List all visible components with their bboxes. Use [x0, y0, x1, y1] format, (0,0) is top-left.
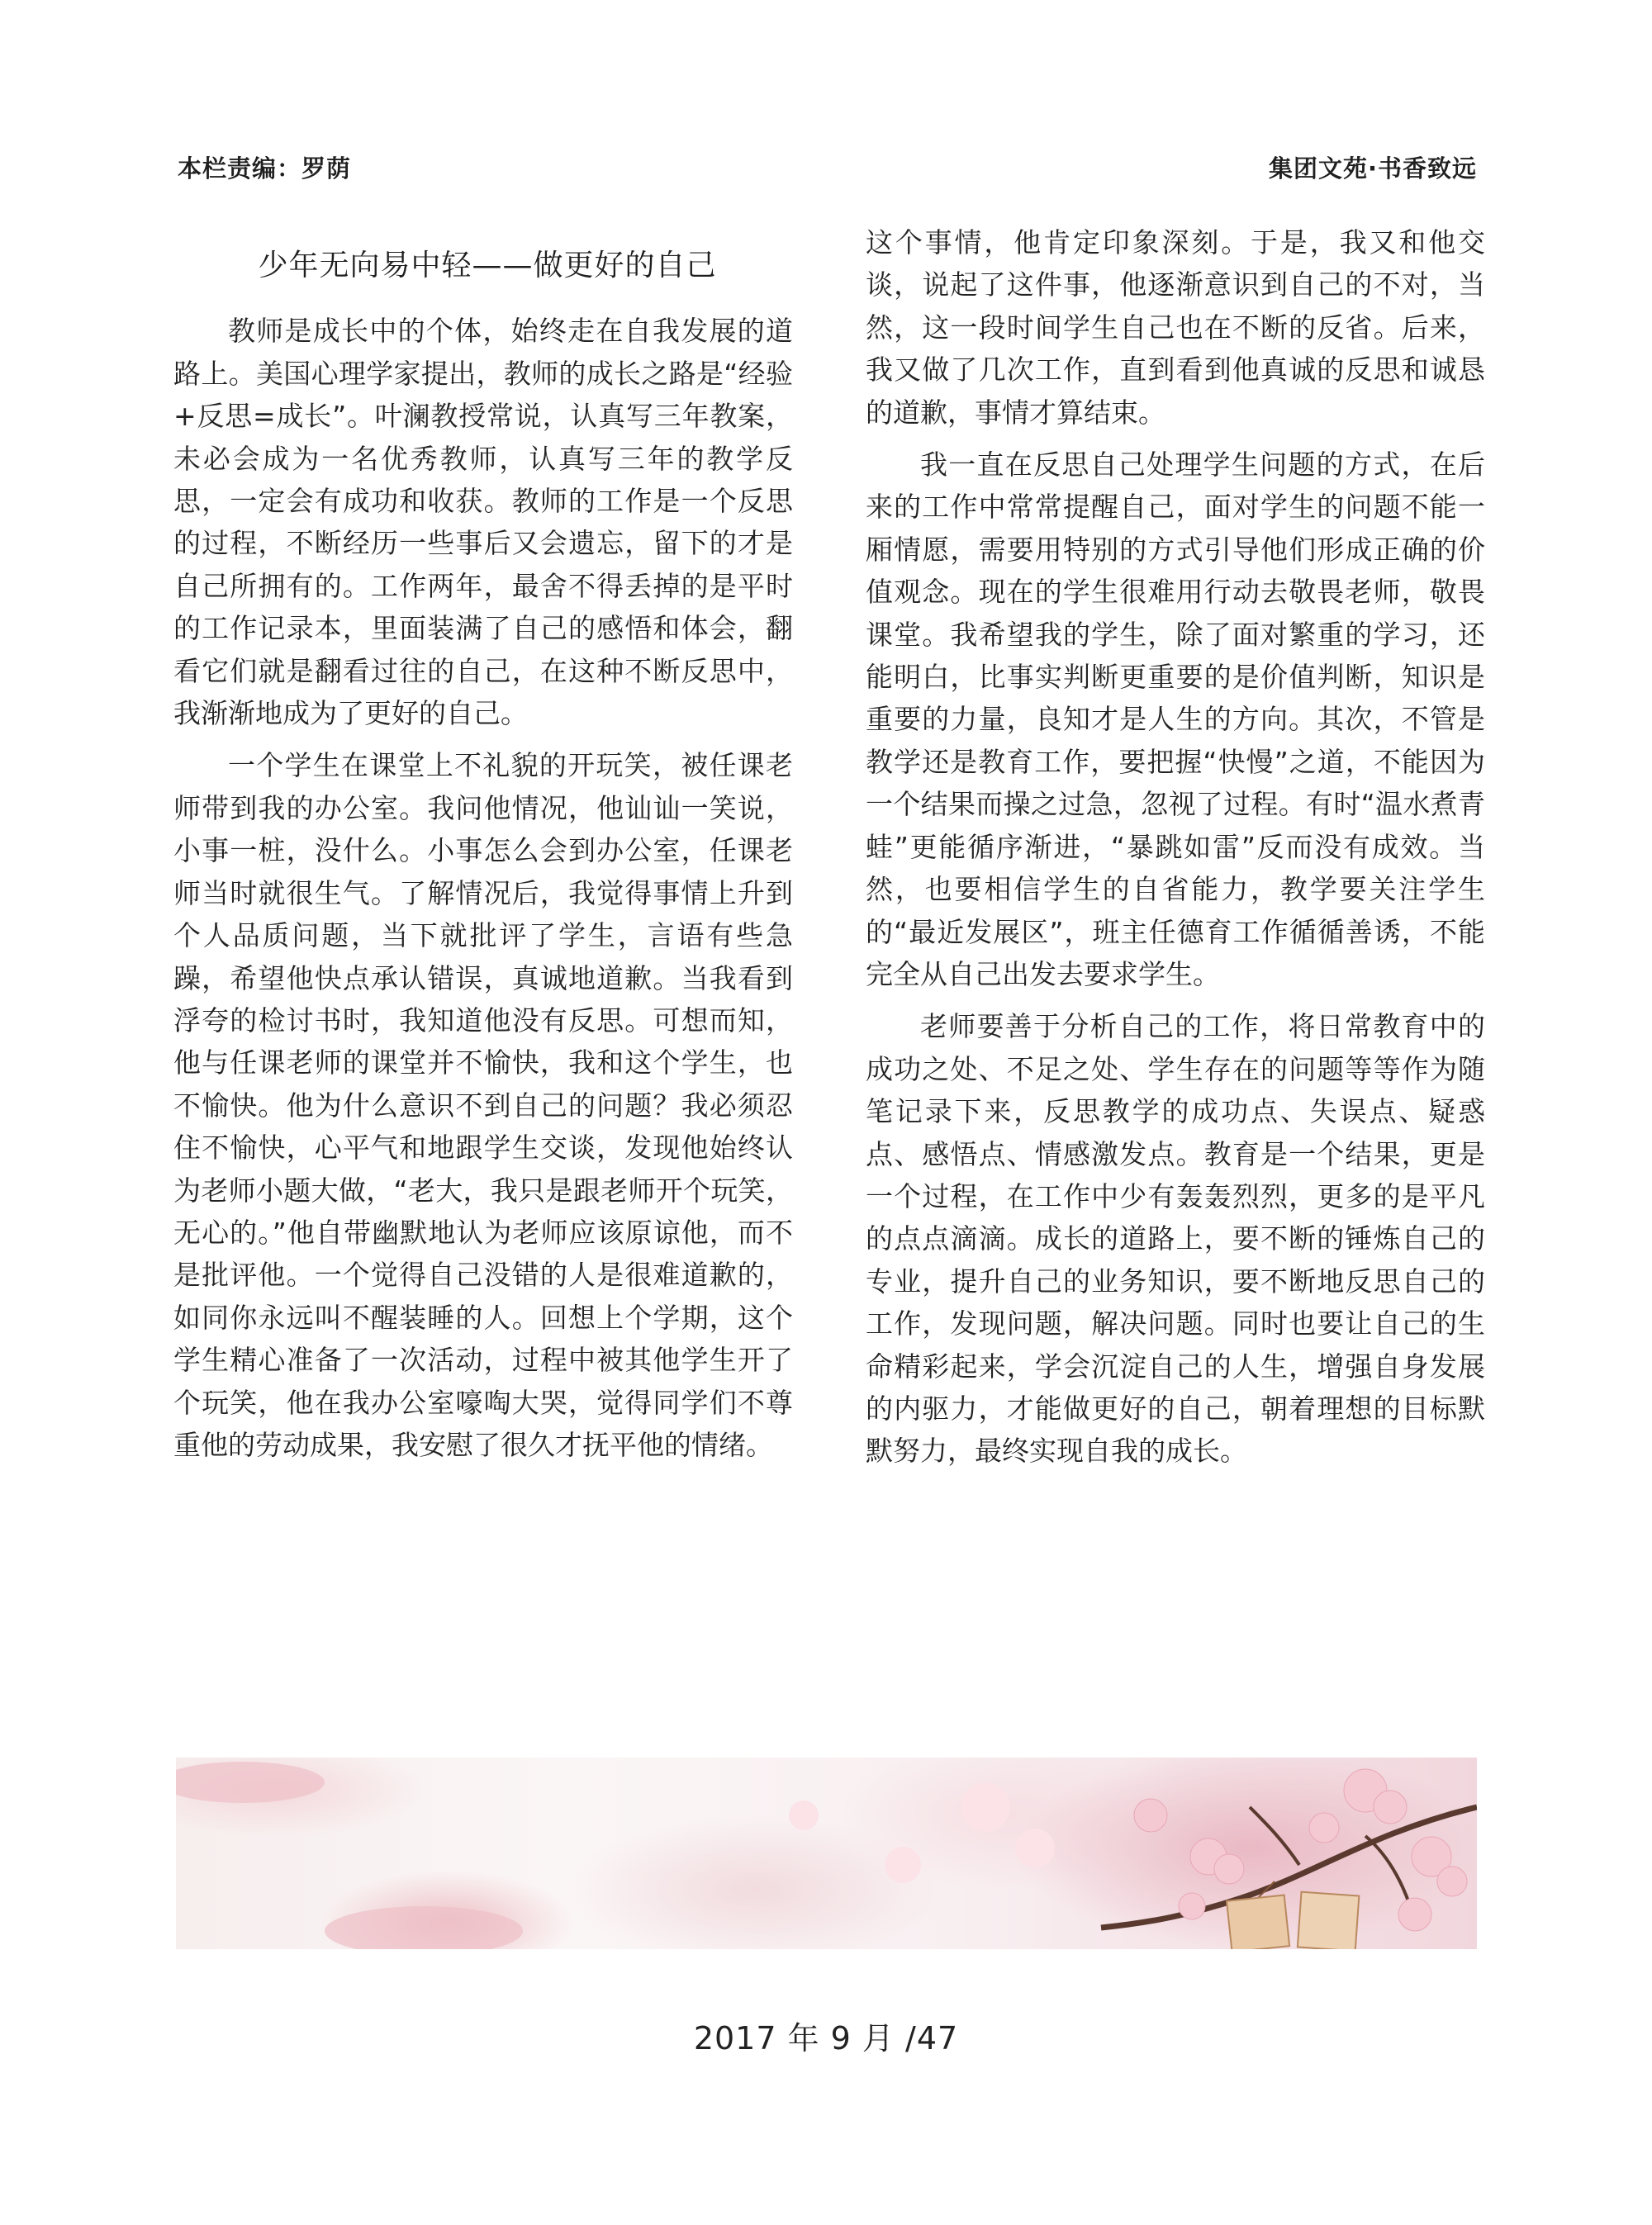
- column-editor: 本栏责编：罗荫: [178, 154, 352, 183]
- blossom-illustration: [176, 1758, 1477, 1949]
- article-left-column: [173, 221, 793, 1476]
- paragraph-continuation: 这个事情，他肯定印象深刻。于是，我又和他交谈，说起了这件事，他逐渐意识到自己的不对，当然，这一段时间学生自己也在不断的反省。后来，我又做了几次工作，直到看到他真诚的反思和诚恳的道歉，事情才算结束。: [866, 226, 1485, 429]
- article-right-column: [866, 221, 1485, 1483]
- paragraph: 一个学生在课堂上不礼貌的开玩笑，被任课老师带到我的办公室。我问他情况，他讪讪一笑说，小事一桩，没什么。小事怎么会到办公室，任课老师当时就很生气。了解情况后，我觉得事情上升到个人品质问题，当下就批评了学生，言语有些急躁，希望他快点承认错误，真诚地道歉。当我看到浮夸的检讨书时，我知道他没有反思。可想而知，他与任课老师的课堂并不愉快，我和这个学生，也不愉快。他为什么意识不到自己的问题？我必须忍住不愉快，心平气和地跟学生交谈，发现他始终认为老师小题大做，“老大，我只是跟老师开个玩笑，无心的。”他自带幽默地认为老师应该原谅他，而不是批评他。一个觉得自己没错的人是很难道歉的，如同你永远叫不醒装睡的人。回想上个学期，这个学生精心准备了一次活动，过程中被其他学生开了个玩笑，他在我办公室嚎啕大哭，觉得同学们不尊重他的劳动成果，我安慰了很久才抚平他的情绪。: [173, 749, 793, 1461]
- section-name: 集团文苑·书香致远: [1268, 154, 1477, 183]
- page-footer: 2017 年 9 月 /47: [693, 2020, 959, 2057]
- article-title: 少年无向易中轻——做更好的自己: [258, 249, 717, 282]
- paragraph: 我一直在反思自己处理学生问题的方式，在后来的工作中常常提醒自己，面对学生的问题不能一厢情愿，需要用特别的方式引导他们形成正确的价值观念。现在的学生很难用行动去敬畏老师，敬畏课堂。我希望我的学生，除了面对繁重的学习，还能明白，比事实判断更重要的是价值判断，知识是重要的力量，良知才是人生的方向。其次，不管是教学还是教育工作，要把握“快慢”之道，不能因为一个结果而操之过急，忽视了过程。有时“温水煮青蛙”更能循序渐进，“暴跳如雷”反而没有成效。当然，也要相信学生的自省能力，教学要关注学生的“最近发展区”，班主任德育工作循循善诱，不能完全从自己出发去要求学生。: [866, 448, 1485, 990]
- cherry-blossom-image: [176, 1758, 1477, 1949]
- paragraph: 老师要善于分析自己的工作，将日常教育中的成功之处、不足之处、学生存在的问题等等作为随笔记录下来，反思教学的成功点、失误点、疑惑点、感悟点、情感激发点。教育是一个结果，更是一个过程，在工作中少有轰轰烈烈，更多的是平凡的点点滴滴。成长的道路上，要不断的锤炼自己的专业，提升自己的业务知识，要不断地反思自己的工作，发现问题，解决问题。同时也要让自己的生命精彩起来，学会沉淀自己的人生，增强自身发展的内驱力，才能做更好的自己，朝着理想的目标默默努力，最终实现自我的成长。: [866, 1010, 1485, 1468]
- paragraph: 教师是成长中的个体，始终走在自我发展的道路上。美国心理学家提出，教师的成长之路是“经验+反思=成长”。叶澜教授常说，认真写三年教案，未必会成为一名优秀教师，认真写三年的教学反思，一定会有成功和收获。教师的工作是一个反思的过程，不断经历一些事后又会遗忘，留下的才是自己所拥有的。工作两年，最舍不得丢掉的是平时的工作记录本，里面装满了自己的感悟和体会，翻看它们就是翻看过往的自己，在这种不断反思中，我渐渐地成为了更好的自己。: [173, 315, 793, 730]
